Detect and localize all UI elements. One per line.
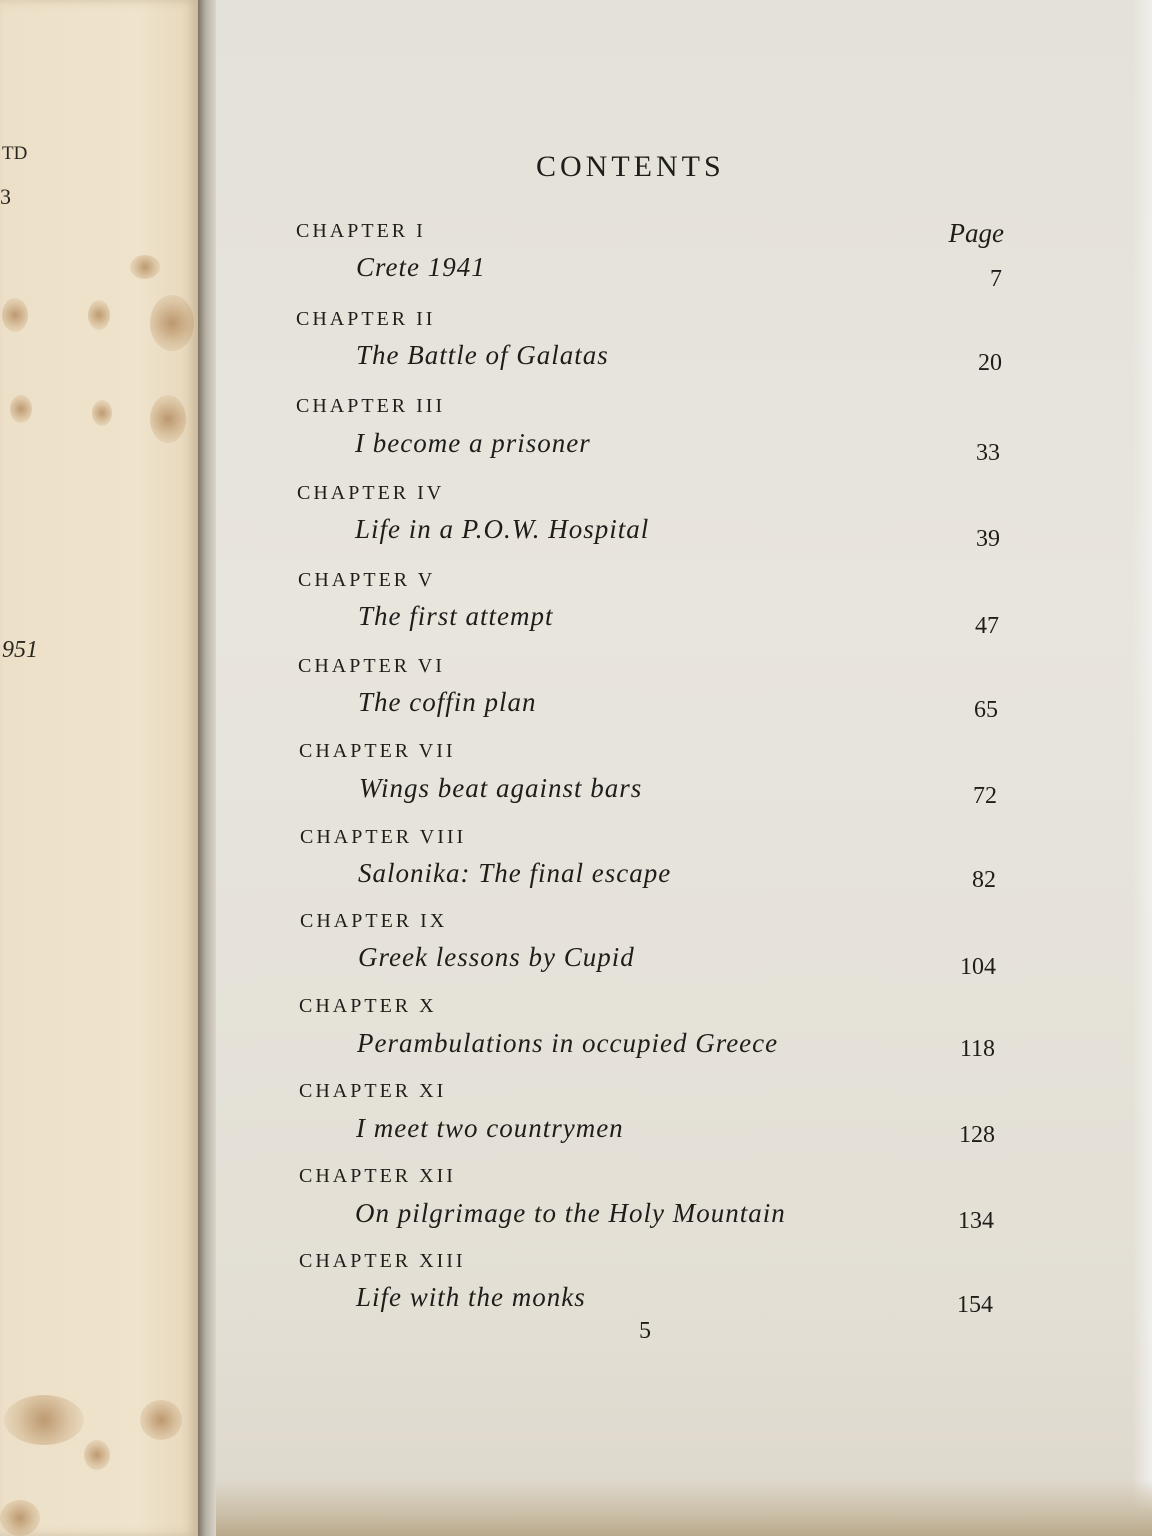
chapter-label: CHAPTER VII bbox=[299, 740, 456, 762]
page-edge bbox=[1132, 0, 1152, 1536]
chapter-label: CHAPTER III bbox=[296, 395, 446, 417]
foxing-stain bbox=[84, 1440, 110, 1470]
page-column-heading: Page bbox=[948, 218, 1004, 248]
chapter-title: The first attempt bbox=[358, 601, 554, 631]
chapter-page-number: 154 bbox=[957, 1292, 993, 1318]
chapter-title: The Battle of Galatas bbox=[356, 340, 609, 370]
chapter-title: Wings beat against bars bbox=[359, 773, 643, 803]
chapter-title: The coffin plan bbox=[358, 687, 537, 717]
left-page-fragment: 3 bbox=[0, 184, 11, 209]
left-page-fragment: TD bbox=[2, 143, 28, 164]
foxing-stain bbox=[130, 255, 160, 279]
foxing-stain bbox=[92, 400, 112, 426]
chapter-title: Perambulations in occupied Greece bbox=[357, 1028, 779, 1058]
chapter-page-number: 47 bbox=[975, 613, 999, 639]
chapter-label: CHAPTER V bbox=[298, 569, 436, 591]
page-bottom-edge bbox=[216, 1480, 1152, 1536]
chapter-title: I meet two countrymen bbox=[356, 1113, 624, 1143]
chapter-label: CHAPTER IX bbox=[300, 910, 448, 932]
chapter-title: Life with the monks bbox=[356, 1282, 586, 1312]
book-gutter bbox=[198, 0, 216, 1536]
chapter-page-number: 33 bbox=[976, 440, 1000, 466]
chapter-page-number: 20 bbox=[978, 350, 1002, 376]
chapter-label: CHAPTER X bbox=[299, 995, 437, 1017]
chapter-label: CHAPTER XIII bbox=[299, 1250, 466, 1272]
chapter-title: Life in a P.O.W. Hospital bbox=[355, 514, 650, 544]
chapter-page-number: 65 bbox=[974, 697, 998, 723]
chapter-label: CHAPTER XII bbox=[299, 1165, 456, 1187]
chapter-page-number: 72 bbox=[973, 783, 997, 809]
foxing-stain bbox=[150, 395, 186, 443]
chapter-title: On pilgrimage to the Holy Mountain bbox=[355, 1198, 786, 1228]
contents-title: CONTENTS bbox=[536, 150, 725, 183]
chapter-page-number: 134 bbox=[958, 1208, 994, 1234]
chapter-page-number: 39 bbox=[976, 526, 1000, 552]
left-page bbox=[0, 0, 198, 1536]
chapter-page-number: 118 bbox=[959, 1036, 995, 1062]
chapter-label: CHAPTER XI bbox=[299, 1080, 447, 1102]
foxing-stain bbox=[4, 1395, 84, 1445]
chapter-label: CHAPTER VIII bbox=[300, 826, 467, 848]
foxing-stain bbox=[88, 300, 110, 330]
chapter-page-number: 128 bbox=[959, 1122, 995, 1148]
chapter-label: CHAPTER VI bbox=[298, 655, 445, 677]
chapter-label: CHAPTER IV bbox=[297, 482, 445, 504]
foxing-stain bbox=[2, 298, 28, 332]
left-page-fragment: 951 bbox=[2, 637, 38, 663]
foxing-stain bbox=[10, 395, 32, 423]
chapter-title: Salonika: The final escape bbox=[358, 858, 672, 888]
chapter-title: Crete 1941 bbox=[356, 252, 486, 282]
foxing-stain bbox=[150, 295, 194, 351]
page-number: 5 bbox=[639, 1318, 651, 1344]
chapter-title: Greek lessons by Cupid bbox=[358, 942, 635, 972]
chapter-label: CHAPTER I bbox=[296, 220, 426, 242]
chapter-label: CHAPTER II bbox=[296, 308, 436, 330]
foxing-stain bbox=[0, 1500, 40, 1536]
chapter-title: I become a prisoner bbox=[355, 428, 591, 458]
foxing-stain bbox=[140, 1400, 182, 1440]
chapter-page-number: 7 bbox=[990, 266, 1002, 292]
chapter-page-number: 104 bbox=[960, 954, 996, 980]
chapter-page-number: 82 bbox=[972, 867, 996, 893]
